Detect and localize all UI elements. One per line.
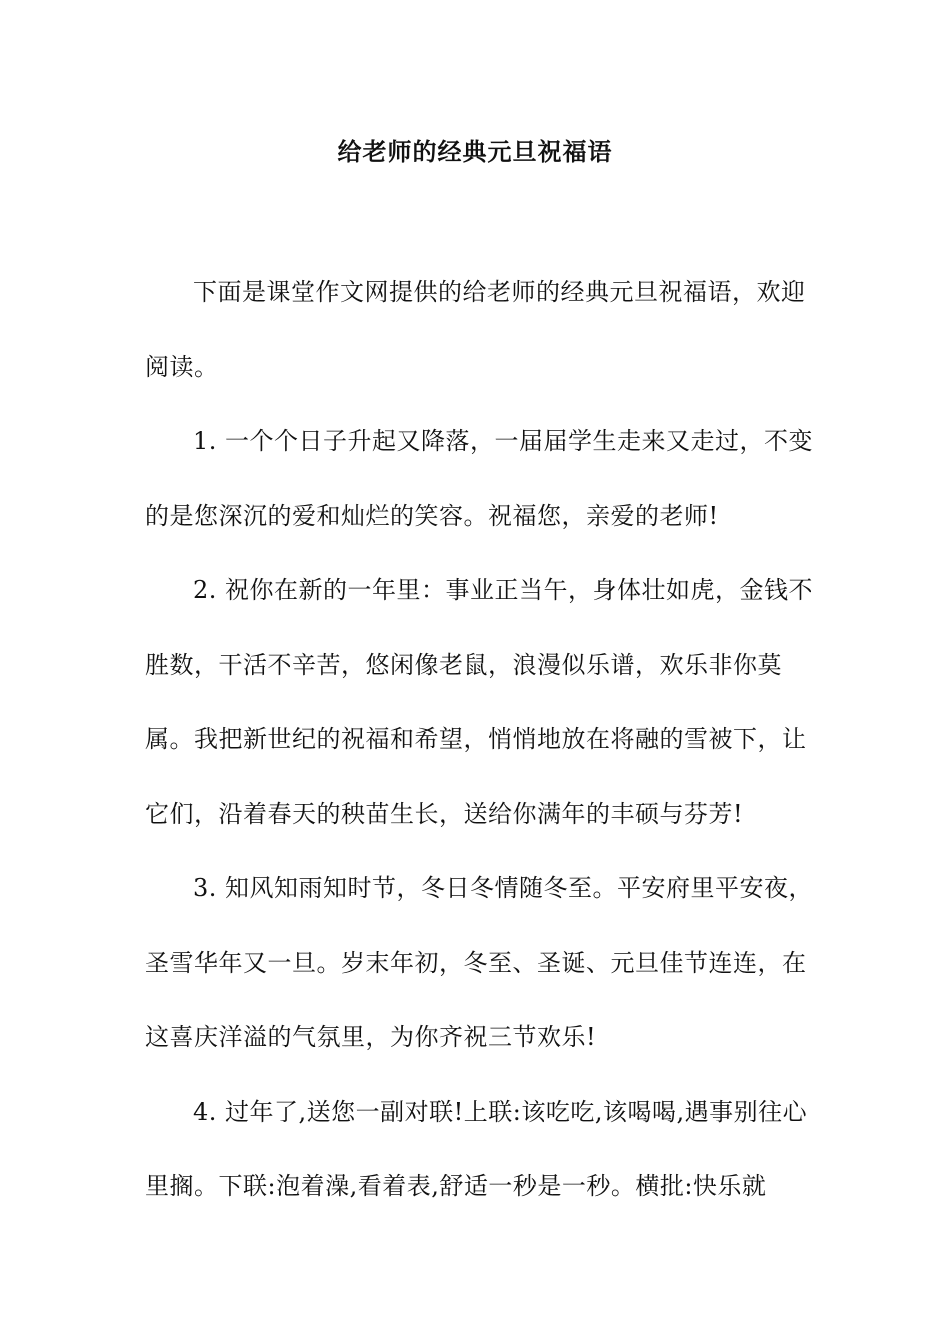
wish-paragraph-1: 1. 一个个日子升起又降落，一届届学生走来又走过，不变的是您深沉的爱和灿烂的笑容。祝福您，亲爱的老师! [145,427,814,530]
document-title: 给老师的经典元旦祝福语 [337,137,613,166]
intro-paragraph: 下面是课堂作文网提供的给老师的经典元旦祝福语，欢迎阅读。 [145,278,806,381]
document-body [145,255,825,1224]
wish-paragraph-3: 3. 知风知雨知时节，冬日冬情随冬至。平安府里平安夜，圣雪华年又一旦。岁末年初，冬至、圣诞、元旦佳节连连，在这喜庆洋溢的气氛里，为你齐祝三节欢乐! [145,874,814,1051]
wish-paragraph-2: 2. 祝你在新的一年里：事业正当午，身体壮如虎，金钱不胜数，干活不辛苦，悠闲像老鼠，浪漫似乐谱，欢乐非你莫属。我把新世纪的祝福和希望，悄悄地放在将融的雪被下，让它们，沿着春天的秧苗生长，送给你满年的丰硕与芬芳! [145,576,814,828]
wish-paragraph-4: 4. 过年了,送您一副对联!上联:该吃吃,该喝喝,遇事别往心里搁。下联:泡着澡,看着表,舒适一秒是一秒。横批:快乐就 [145,1097,808,1200]
